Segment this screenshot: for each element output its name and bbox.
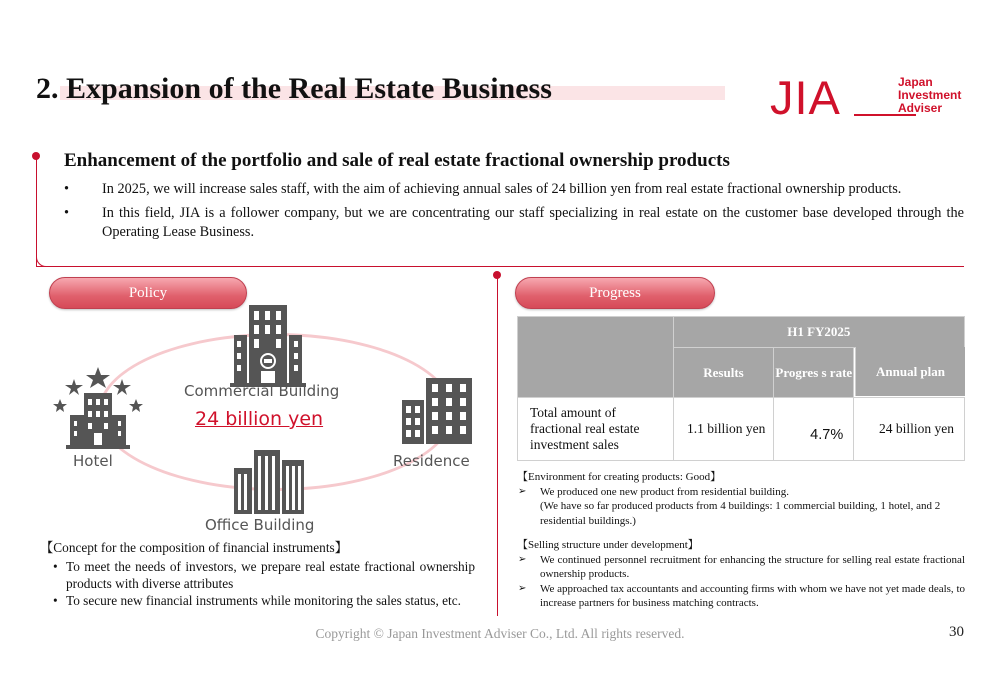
selling-item: ➢ We continued personnel recruitment for enhancing the structure for selling real estate fractional ownership products.	[517, 553, 965, 582]
office-building-label: Office Building	[205, 516, 315, 534]
page-number: 30	[949, 624, 964, 640]
table-group-header: H1 FY2025	[673, 317, 964, 348]
cell-rate: 4.7%	[774, 398, 854, 461]
residence-icon	[400, 378, 474, 446]
table-row	[518, 398, 965, 461]
commercial-building-icon	[230, 305, 306, 387]
hotel-icon	[52, 365, 144, 451]
row-label: Total amount of fractional real estate investment sales	[518, 398, 674, 461]
table-corner	[518, 317, 674, 398]
concept-heading: 【Concept for the composition of financial instruments】	[40, 540, 348, 555]
office-building-icon	[232, 450, 306, 516]
environment-heading: 【Environment for creating products: Good】	[517, 471, 722, 483]
residence-label: Residence	[393, 452, 470, 470]
logo-text-line: Japan	[898, 75, 933, 89]
logo-text-line: Investment	[898, 88, 962, 102]
page-title: 2. Expansion of the Real Estate Business	[36, 72, 552, 105]
selling-item: ➢ We approached tax accountants and accounting firms with whom we have not yet made deals, to increase partners for business matching contracts.	[517, 582, 965, 611]
progress-notes	[517, 470, 965, 621]
intro-bullet: • In this field, JIA is a follower company, but we are concentrating our staff specializing in real estate on the customer base developed through the Operating Lease Business.	[64, 204, 964, 242]
copyright: Copyright © Japan Investment Adviser Co., Ltd. All rights reserved.	[315, 626, 685, 641]
section-heading: Enhancement of the portfolio and sale of real estate fractional ownership products	[64, 150, 730, 171]
cell-results: 1.1 billion yen	[673, 398, 774, 461]
policy-diagram	[40, 300, 495, 540]
frame-line-horizontal	[36, 266, 964, 267]
frame-line-vertical	[36, 156, 37, 266]
selling-block	[517, 538, 965, 611]
logo-mark: JIA	[770, 71, 841, 124]
intro-bullets	[64, 180, 964, 247]
commercial-building-label: Commercial Building	[184, 382, 340, 400]
column-header-results: Results	[673, 348, 774, 398]
environment-subnote: (We have so far produced products from 4 buildings: 1 commercial building, 1 hotel, and 2 residential buildings.)	[540, 500, 941, 527]
target-amount: 24 billion yen	[195, 408, 324, 430]
environment-block	[517, 470, 965, 528]
progress-pill: Progress	[515, 277, 715, 309]
jia-logo	[770, 72, 970, 126]
policy-pill: Policy	[49, 277, 247, 309]
environment-item: ➢ We produced one new product from residential building.	[517, 485, 965, 500]
logo-text-line: Adviser	[898, 101, 943, 115]
concept-bullets	[40, 558, 475, 609]
concept-bullet: • To meet the needs of investors, we prepare real estate fractional ownership products with diverse attributes	[40, 558, 475, 592]
logo-text	[898, 76, 961, 115]
column-header-plan: Annual plan	[855, 347, 965, 396]
concept-bullet: • To secure new financial instruments while monitoring the sales status, etc.	[40, 592, 475, 609]
column-divider	[497, 276, 498, 616]
hotel-label: Hotel	[73, 452, 113, 470]
cell-plan: 24 billion yen	[854, 398, 965, 461]
concept-section	[40, 539, 475, 609]
intro-bullet: • In 2025, we will increase sales staff, with the aim of achieving annual sales of 24 billion yen from real estate fractional ownership products.	[64, 180, 964, 199]
selling-heading: 【Selling structure under development】	[517, 539, 699, 551]
column-header-rate: Progres s rate	[774, 348, 854, 398]
